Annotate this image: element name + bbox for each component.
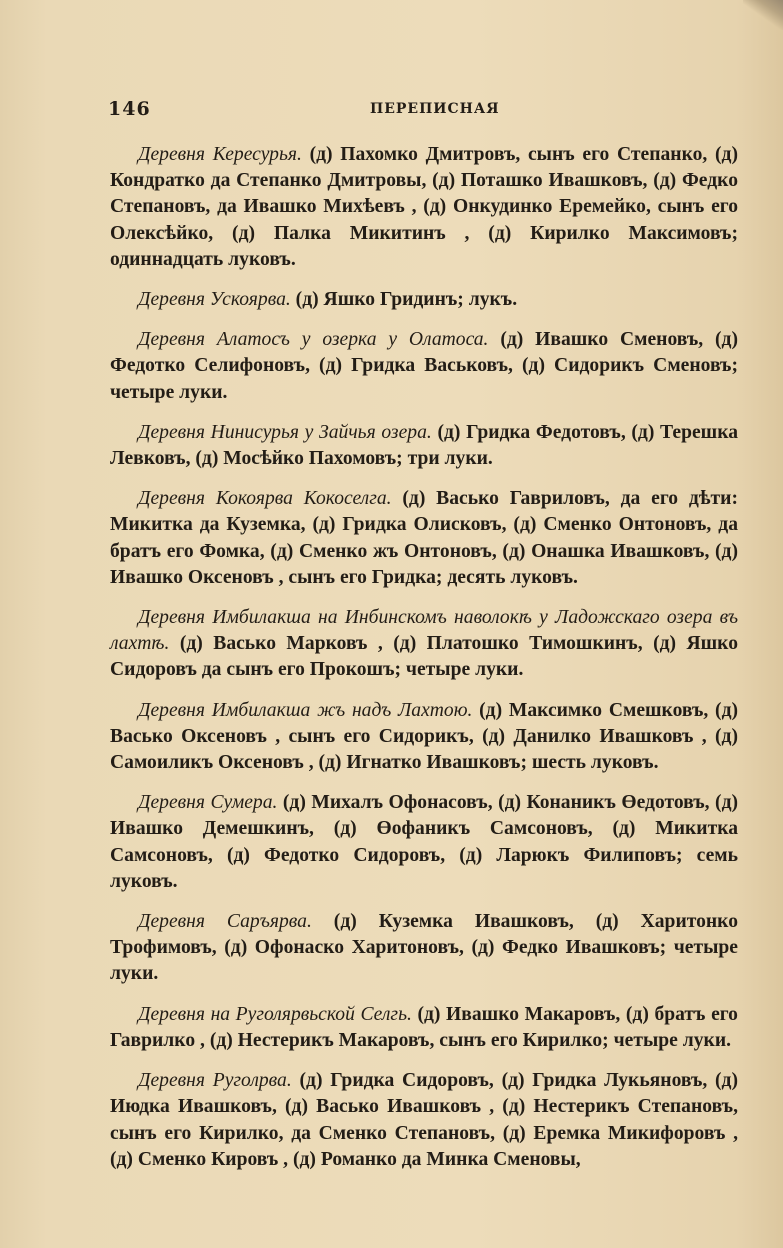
page-number: 146 (108, 98, 151, 120)
entry-text: (д) Максимко Смешковъ, (д) Васько Оксеновъ , сынъ его Сидорикъ, (д) Данилко Ивашковъ , (д) Самоиликъ Оксеновъ , (д) Игнатко Ивашковъ; шесть луковъ. (110, 699, 739, 774)
entry-text: (д) Михалъ Офонасовъ, (д) Конаникъ Өедотовъ, (д) Ивашко Демешкинъ, (д) Өофаникъ Самсоновъ, (д) Микитка Самсоновъ, (д) Федотко Сидоровъ, (д) Ларюкъ Филиповъ; семь луковъ. (110, 792, 739, 892)
village-name: Деревня Алатосъ у озерка у Олатоса. (138, 329, 489, 351)
village-entry (110, 1068, 738, 1173)
village-name: Деревня Кокоярва Кокоселга. (138, 488, 392, 510)
village-entry (110, 327, 738, 406)
entry-text: (д) Ивашко Сменовъ, (д) Федотко Селифоновъ, (д) Гридка Васьковъ, (д) Сидорикъ Сменовъ; четыре луки. (110, 329, 738, 403)
village-name: Деревня Руголрва. (138, 1070, 292, 1092)
village-name: Деревня Кересурья. (138, 144, 302, 165)
village-entry (110, 287, 738, 313)
entry-text: (д) Пахомко Дмитровъ, сынъ его Степанко, (д) Кондратко да Степанко Дмитровы, (д) Поташко Ивашковъ, (д) Федко Степановъ, да Ивашко Михѣевъ , (д) Онкудинко Еремейко, сынъ его Олексѣйко, (д) Палка Микитинъ , (д) Кирилко Максимовъ; одиннадцать луковъ. (110, 144, 738, 270)
village-name: Деревня Сумера. (138, 792, 278, 814)
entry-text: (д) Гридка Сидоровъ, (д) Гридка Лукьяновъ, (д) Июдка Ивашковъ, (д) Васько Ивашковъ , (д) Нестерикъ Степановъ, сынъ его Кирилко, да Сменко Степановъ, (д) Еремка Микифоровъ , (д) Сменко Кировъ , (д) Романко да Минка Сменовы, (110, 1070, 738, 1170)
village-name: Деревня Саръярва. (138, 911, 312, 933)
village-entry (110, 909, 738, 988)
folded-corner (743, 0, 783, 30)
village-entry (110, 698, 738, 777)
village-name: Деревня Нинисурья у Зайчья озера. (138, 421, 432, 443)
entry-text: (д) Гридка Федотовъ, (д) Терешка Левковъ, (д) Мосѣйко Пахомовъ; три луки. (110, 421, 738, 470)
village-entry (110, 420, 738, 472)
running-head (108, 98, 738, 122)
entry-text: (д) Ивашко Макаровъ, (д) братъ его Гаврилко , (д) Нестерикъ Макаровъ, сынъ его Кирилко; четыре луки. (110, 1003, 738, 1051)
entry-text: (д) Куземка Ивашковъ, (д) Харитонко Трофимовъ, (д) Офонаско Харитоновъ, (д) Федко Ивашковъ; четыре луки. (110, 911, 739, 985)
entry-text: (д) Васько Гавриловъ, да его дѣти: Микитка да Куземка, (д) Гридка Олисковъ, (д) Сменко Онтоновъ, да братъ его Фомка, (д) Сменко жъ Онтоновъ, (д) Онашка Ивашковъ, (д) Ивашко Оксеновъ , сынъ его Гридка; десять луковъ. (110, 488, 739, 588)
village-name: Деревня на Руголярвьской Селгь. (138, 1003, 412, 1025)
village-entry (110, 1002, 738, 1054)
running-title: ПЕРЕПИСНАЯ (370, 101, 500, 117)
village-name: Деревня Ускоярва. (138, 289, 291, 311)
village-entry (110, 142, 738, 273)
entry-text: (д) Яшко Гридинъ; лукъ. (290, 289, 518, 311)
village-name: Деревня Имбилакша на Инбинскомъ наволокѣ у Ладожскаго озера въ лахтѣ. (110, 607, 738, 655)
text-body (110, 142, 738, 1187)
village-entry (110, 486, 738, 591)
village-entry (110, 605, 738, 684)
village-entry (110, 790, 738, 895)
village-name: Деревня Имбилакша жъ надъ Лахтою. (138, 699, 473, 721)
entry-text: (д) Васько Марковъ , (д) Платошко Тимошкинъ, (д) Яшко Сидоровъ да сынъ его Прокошъ; четыре луки. (110, 633, 738, 681)
